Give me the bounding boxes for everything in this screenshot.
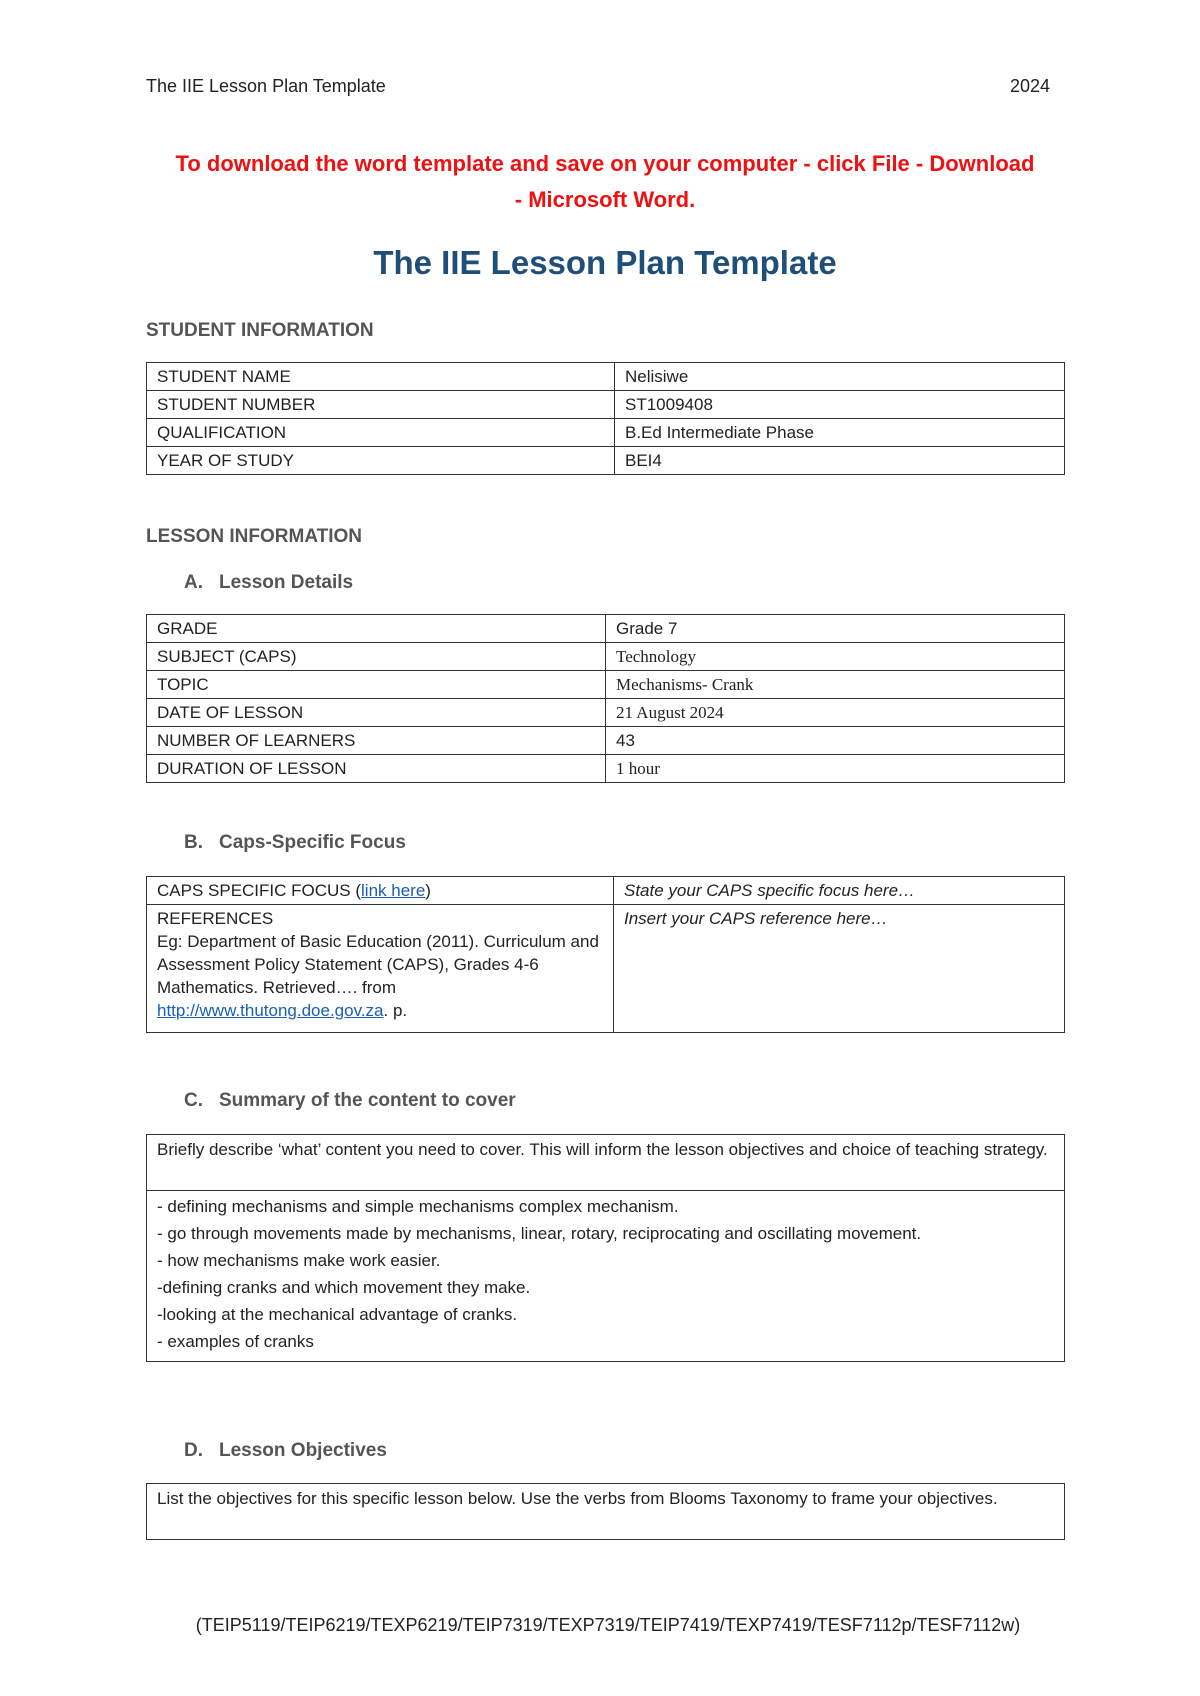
caps-focus-label-close: )	[425, 881, 431, 900]
lesson-info-heading: LESSON INFORMATION	[146, 526, 363, 547]
table-row	[147, 419, 1065, 447]
student-number-label: STUDENT NUMBER	[147, 391, 615, 419]
caps-link[interactable]: link here	[361, 881, 426, 900]
table-row	[147, 755, 1065, 783]
table-row	[147, 363, 1065, 391]
summary-heading	[184, 1090, 516, 1112]
student-info-heading: STUDENT INFORMATION	[146, 320, 374, 341]
caps-focus-label	[147, 877, 614, 905]
section-title: Lesson Objectives	[219, 1440, 387, 1461]
qualification-value: B.Ed Intermediate Phase	[615, 419, 1065, 447]
student-number-value: ST1009408	[615, 391, 1065, 419]
list-item: - how mechanisms make work easier.	[157, 1251, 441, 1270]
references-suffix: . p.	[383, 1001, 408, 1020]
running-header-title: The IIE Lesson Plan Template	[146, 76, 386, 96]
references-cell	[147, 905, 614, 1033]
caps-focus-label-text: CAPS SPECIFIC FOCUS (	[157, 881, 362, 900]
section-letter: B.	[184, 832, 203, 853]
footer-module-codes: (TEIP5119/TEIP6219/TEXP6219/TEIP7319/TEXP7319/TEIP7419/TEXP7419/TESF7112p/TESF7112w)	[195, 1615, 1021, 1635]
date-label: DATE OF LESSON	[147, 699, 606, 727]
table-row	[147, 615, 1065, 643]
summary-content	[147, 1191, 1065, 1362]
lesson-details-table	[146, 614, 1065, 783]
learners-value: 43	[606, 727, 1065, 755]
student-name-value: Nelisiwe	[615, 363, 1065, 391]
objectives-instruction: List the objectives for this specific lesson below. Use the verbs from Blooms Taxonomy to frame your objectives.	[147, 1484, 1065, 1540]
section-title: Lesson Details	[219, 572, 354, 593]
year-of-study-value: BEI4	[615, 447, 1065, 475]
section-letter: D.	[184, 1440, 203, 1461]
table-row	[147, 671, 1065, 699]
caps-focus-value: State your CAPS specific focus here…	[614, 877, 1065, 905]
duration-label: DURATION OF LESSON	[147, 755, 606, 783]
list-item: -looking at the mechanical advantage of cranks.	[157, 1305, 518, 1324]
grade-label: GRADE	[147, 615, 606, 643]
caps-focus-table	[146, 876, 1065, 1033]
table-row	[147, 1191, 1065, 1362]
table-row	[147, 905, 1065, 1033]
list-item: - go through movements made by mechanisms, linear, rotary, reciprocating and oscillating movement.	[157, 1224, 922, 1243]
section-title: Summary of the content to cover	[219, 1090, 516, 1111]
table-row	[147, 643, 1065, 671]
download-notice	[140, 146, 1070, 218]
table-row	[147, 699, 1065, 727]
table-row	[147, 727, 1065, 755]
date-value: 21 August 2024	[606, 699, 1065, 727]
references-value: Insert your CAPS reference here…	[614, 905, 1065, 1033]
subject-value: Technology	[606, 643, 1065, 671]
lesson-details-heading	[184, 572, 353, 594]
table-row	[147, 391, 1065, 419]
objectives-table	[146, 1483, 1065, 1540]
thutong-link[interactable]: http://www.thutong.doe.gov.za	[157, 1001, 384, 1020]
duration-value: 1 hour	[606, 755, 1065, 783]
section-letter: C.	[184, 1090, 203, 1111]
table-row	[147, 877, 1065, 905]
list-item: - examples of cranks	[157, 1332, 314, 1351]
running-header-year: 2024	[1010, 76, 1051, 96]
table-row	[147, 1484, 1065, 1540]
download-notice-line1: To download the word template and save on your computer - click File - Download	[175, 151, 1035, 176]
caps-focus-heading	[184, 832, 406, 854]
year-of-study-label: YEAR OF STUDY	[147, 447, 615, 475]
list-item: - defining mechanisms and simple mechanisms complex mechanism.	[157, 1197, 679, 1216]
list-item: -defining cranks and which movement they make.	[157, 1278, 531, 1297]
learners-label: NUMBER OF LEARNERS	[147, 727, 606, 755]
table-row	[147, 447, 1065, 475]
summary-instruction: Briefly describe ‘what’ content you need to cover. This will inform the lesson objectives and choice of teaching strategy.	[147, 1135, 1065, 1191]
download-notice-line2: - Microsoft Word.	[514, 187, 696, 212]
topic-label: TOPIC	[147, 671, 606, 699]
student-info-table	[146, 362, 1065, 475]
topic-value: Mechanisms- Crank	[606, 671, 1065, 699]
table-row	[147, 1135, 1065, 1191]
grade-value: Grade 7	[606, 615, 1065, 643]
section-letter: A.	[184, 572, 203, 593]
qualification-label: QUALIFICATION	[147, 419, 615, 447]
subject-label: SUBJECT (CAPS)	[147, 643, 606, 671]
references-label: REFERENCES	[157, 909, 274, 928]
document-title: The IIE Lesson Plan Template	[373, 244, 837, 281]
student-name-label: STUDENT NAME	[147, 363, 615, 391]
summary-table	[146, 1134, 1065, 1362]
section-title: Caps-Specific Focus	[219, 832, 406, 853]
objectives-heading	[184, 1440, 387, 1462]
references-example: Eg: Department of Basic Education (2011). Curriculum and Assessment Policy Statement (CAPS), Grades 4-6 Mathematics. Retrieved…. from	[157, 932, 599, 997]
